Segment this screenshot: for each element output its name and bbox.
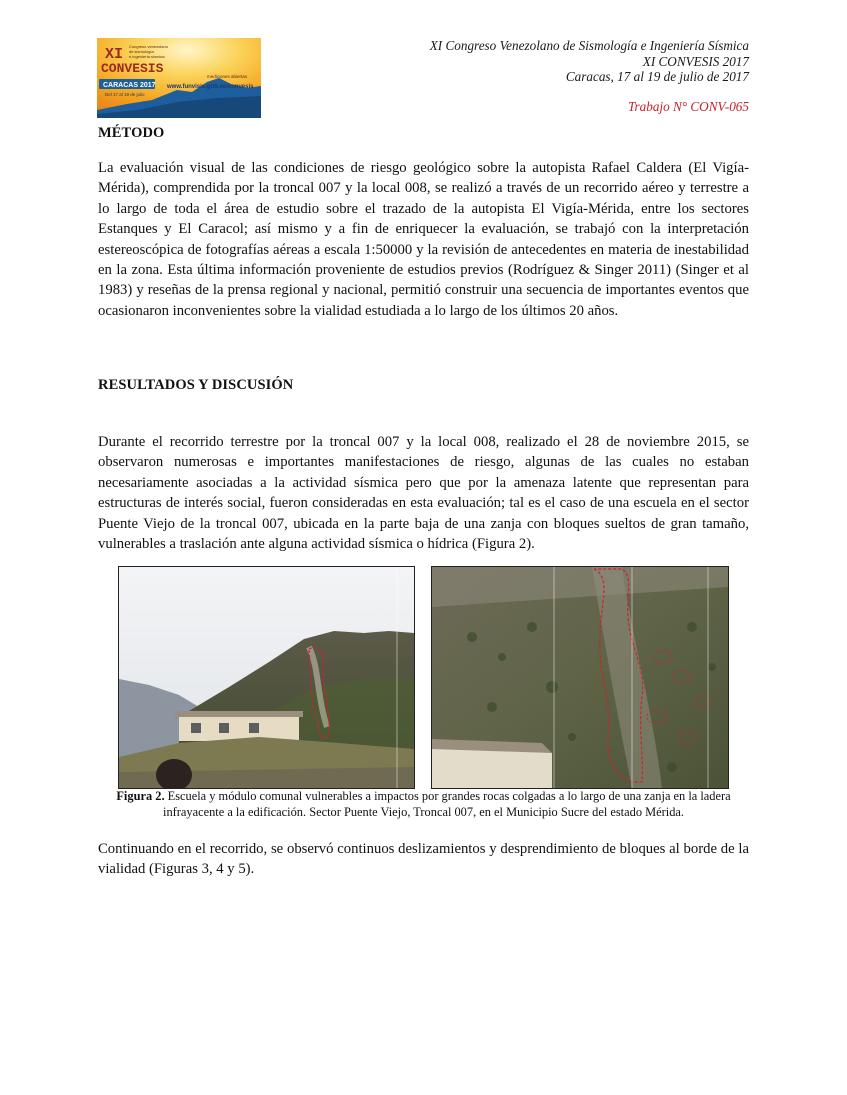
- convesis-logo: [97, 38, 261, 118]
- metodo-paragraph: La evaluación visual de las condiciones de riesgo geológico sobre la autopista Rafael Caldera (El Vigía-Mérida), comprendida por la troncal 007 y la local 008, se realizó a través de un recorrido aéreo y terrestre a lo largo de toda el área de estudio sobre el trazado de la autopista El Vigía-Mérida, entre los sectores Estanques y El Caracol; así mismo y a fin de enriquecer la evaluación, se trabajó con la interpretación estereoscópica de fotografías aéreas a escala 1:50000 y la revisión de antecedentes en materia de inestabilidad en la zona. Esta última información proveniente de estudios previos (Rodríguez & Singer 2011) (Singer et al 1983) y reseñas de la prensa regional y nacional, permitió construir una secuencia de importantes eventos que ocasionaron inconvenientes sobre la vialidad estudiada a lo largo de los últimos 20 años.: [98, 160, 749, 319]
- figure-2-label: Figura 2.: [116, 789, 165, 803]
- conference-header: [430, 38, 749, 114]
- photo-slope-image: [432, 567, 728, 788]
- section-title-resultados: RESULTADOS Y DISCUSIÓN: [98, 377, 294, 393]
- header-line1: XI Congreso Venezolano de Sismología e Ingeniería Sísmica: [429, 38, 749, 53]
- figure-2-caption-text: Escuela y módulo comunal vulnerables a impactos por grandes rocas colgadas a lo largo de una zanja en la ladera infrayacente a la edificación. Sector Puente Viejo, Troncal 007, en el Municipio Sucre del estado Mérida.: [163, 789, 731, 819]
- paper-number: Trabajo N° CONV-065: [627, 98, 749, 114]
- logo-small-text-2: de sismología: [129, 49, 154, 54]
- figure-2-photo-slope: [431, 566, 729, 789]
- header-line3: Caracas, 17 al 19 de julio de 2017: [565, 69, 749, 84]
- figure-2-photo-school: [118, 566, 415, 789]
- logo-small-text-3: e ingeniería sísmica: [129, 54, 165, 59]
- figure-2-caption: [98, 789, 749, 820]
- header-line2: XI CONVESIS 2017: [642, 53, 749, 69]
- logo-url: www.funvisis.gob.ve/convesis: [167, 84, 254, 90]
- logo-tagline: mediciones abiertas: [207, 74, 248, 79]
- logo-title-line1: XI: [105, 46, 124, 63]
- resultados-paragraph: Durante el recorrido terrestre por la troncal 007 y la local 008, realizado el 28 de noviembre 2015, se observaron numerosas e importantes manifestaciones de riesgo, algunas de las cuales no estaban necesariamente asociadas a la actividad sísmica pero que por la amenaza latente que representan para estructuras de interés social, fueron consideradas en esta evaluación; tal es el caso de una escuela en el sector Puente Viejo de la troncal 007, ubicada en la parte baja de una zanja con bloques sueltos de gran tamaño, vulnerables a traslación ante alguna actividad sísmica o hídrica (Figura 2).: [98, 434, 749, 553]
- photo-school-image: [119, 567, 414, 788]
- logo-event: CARACAS 2017: [103, 82, 156, 89]
- section-title-metodo: MÉTODO: [98, 125, 165, 141]
- logo-title-line2: CONVESIS: [101, 61, 164, 76]
- logo-dates: Del 17 al 19 de julio: [105, 92, 145, 97]
- logo-small-text-1: Congreso venezolano: [129, 44, 168, 49]
- continuando-paragraph: Continuando en el recorrido, se observó continuos deslizamientos y desprendimiento de bloques al borde de la vialidad (Figuras 3, 4 y 5).: [98, 841, 749, 878]
- convesis-logo-graphic: [97, 38, 261, 118]
